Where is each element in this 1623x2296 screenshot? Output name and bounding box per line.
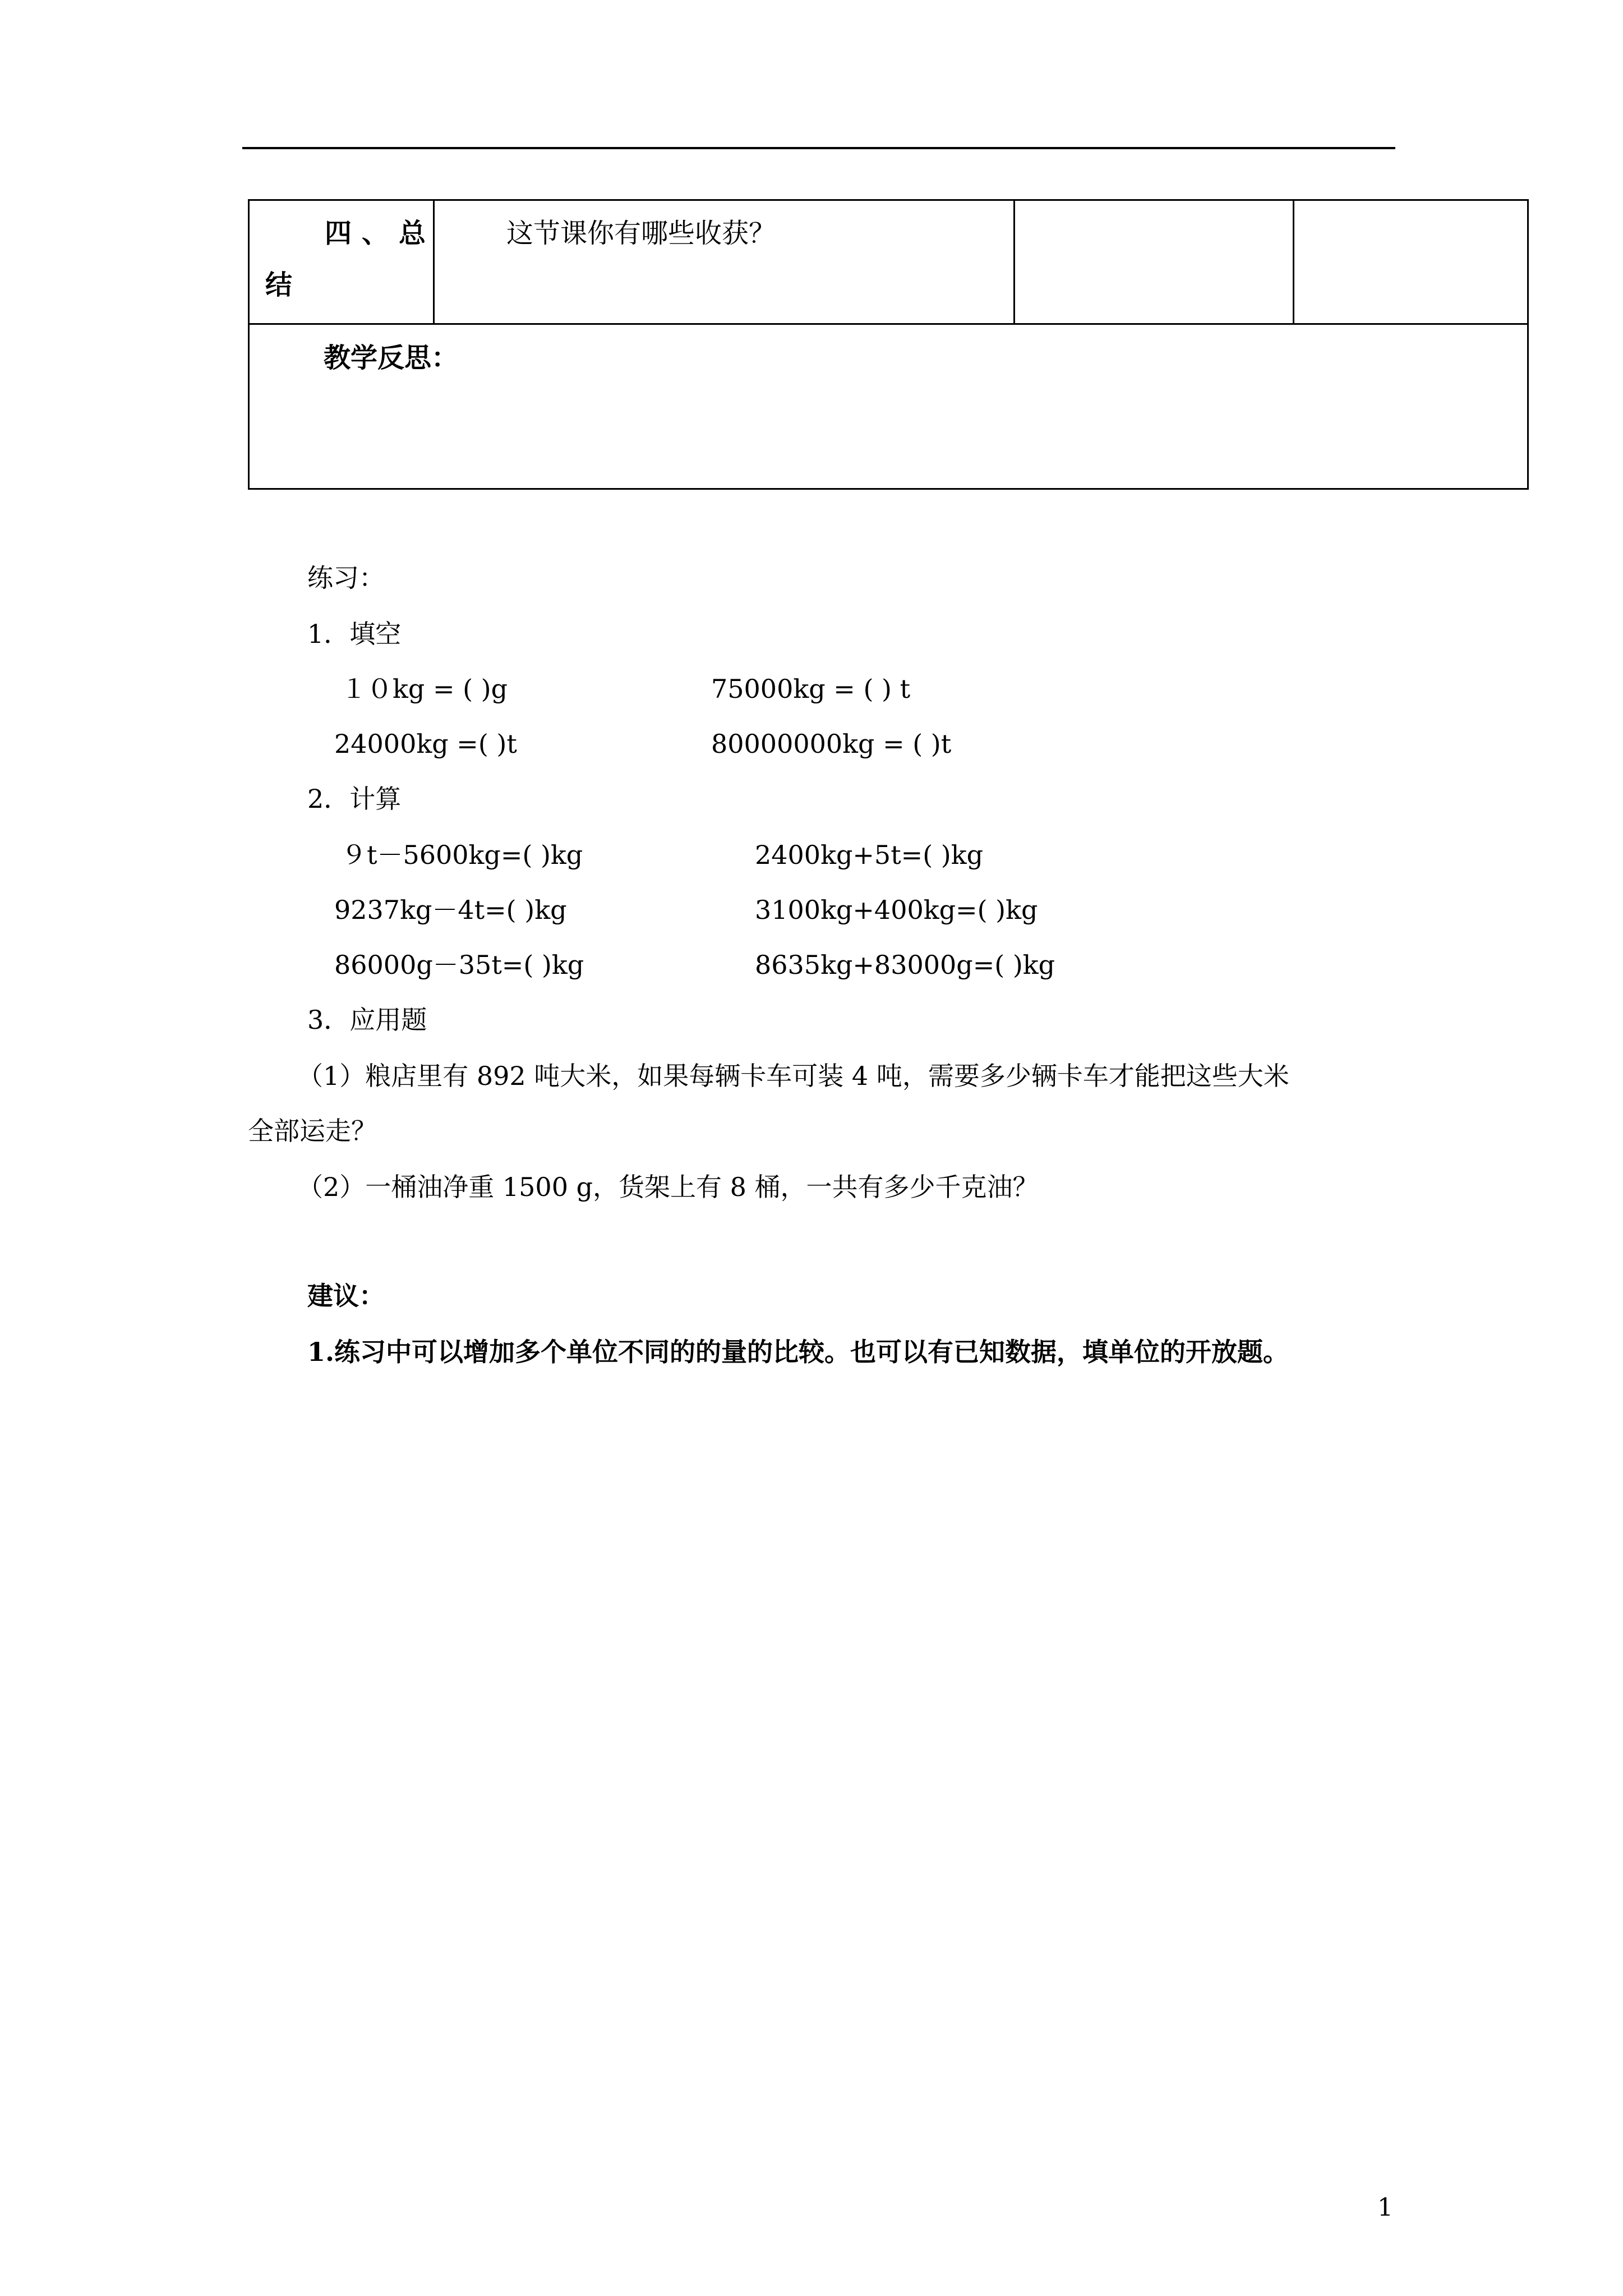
q2-item: 8635kg+83000g=( )kg [755,950,1055,980]
q1-item: １０kg = ( )g [341,674,508,704]
q1-item: 75000kg = ( ) t [711,674,911,704]
q1-item: 24000kg =( )t [334,729,517,759]
q2-item: 2400kg+5t=( )kg [755,840,984,870]
q3-problem-2: （2）一桶油净重 1500 g，货架上有 8 桶，一共有多少千克油？ [297,1172,1039,1202]
summary-question: 这节课你有哪些收获？ [506,218,776,249]
q3-heading: 3．应用题 [307,1005,427,1035]
q1-heading: 1．填空 [307,619,402,649]
q2-item: ９t－5600kg=( )kg [341,840,583,870]
q2-item: 86000g－35t=( )kg [334,950,584,980]
q2-item: 9237kg－4t=( )kg [334,895,567,925]
table-divider [1293,201,1294,324]
suggestion-title: 建议： [307,1281,385,1311]
suggestion-item: 1.练习中可以增加多个单位不同的的量的比较。也可以有已知数据，填单位的开放题。 [307,1337,1289,1367]
table-divider [1013,201,1015,324]
header-rule [242,147,1395,149]
reflection-label: 教学反思： [324,342,459,374]
section-label: 四、总 [325,218,436,249]
q1-item: 80000000kg = ( )t [711,729,952,759]
q3-problem-1: （1）粮店里有 892 吨大米，如果每辆卡车可装 4 吨，需要多少辆卡车才能把这些大米 [297,1061,1289,1091]
page-number: 1 [1377,2193,1393,2222]
exercises-title: 练习： [307,563,385,593]
q2-heading: 2．计算 [307,784,402,814]
lesson-table [248,199,1529,490]
q3-problem-1-cont: 全部运走？ [248,1116,377,1146]
section-label-cont: 结 [265,269,293,301]
table-row-divider [250,323,1527,325]
q2-item: 3100kg+400kg=( )kg [755,895,1038,925]
